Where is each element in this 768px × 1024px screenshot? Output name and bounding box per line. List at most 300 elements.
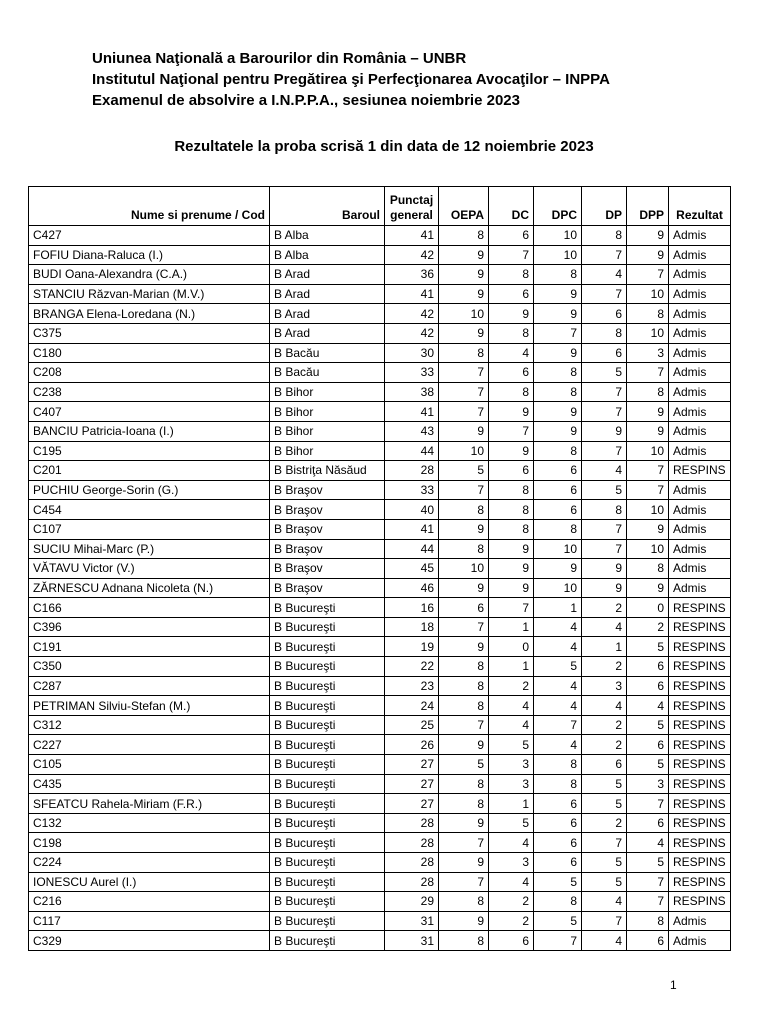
cell-name: C191 (29, 637, 270, 657)
cell-name: STANCIU Răzvan-Marian (M.V.) (29, 284, 270, 304)
cell-dpc: 4 (534, 696, 582, 716)
cell-dp: 7 (582, 284, 627, 304)
cell-result: Admis (669, 323, 731, 343)
cell-dpp: 8 (627, 304, 669, 324)
cell-bar: B Bucureşti (270, 931, 385, 951)
cell-score: 31 (385, 911, 439, 931)
cell-result: RESPINS (669, 813, 731, 833)
cell-dpc: 6 (534, 480, 582, 500)
cell-oepa: 8 (439, 892, 489, 912)
cell-dc: 4 (489, 696, 534, 716)
cell-bar: B Bucureşti (270, 715, 385, 735)
cell-bar: B Bucureşti (270, 833, 385, 853)
cell-dc: 8 (489, 323, 534, 343)
cell-name: C350 (29, 657, 270, 677)
cell-dpc: 10 (534, 245, 582, 265)
cell-score: 18 (385, 617, 439, 637)
cell-oepa: 8 (439, 676, 489, 696)
cell-oepa: 9 (439, 421, 489, 441)
cell-bar: B Bihor (270, 421, 385, 441)
cell-result: RESPINS (669, 774, 731, 794)
cell-oepa: 8 (439, 931, 489, 951)
cell-result: Admis (669, 578, 731, 598)
cell-score: 22 (385, 657, 439, 677)
cell-name: C107 (29, 519, 270, 539)
cell-bar: B Bucureşti (270, 637, 385, 657)
cell-oepa: 8 (439, 696, 489, 716)
cell-result: RESPINS (669, 794, 731, 814)
cell-dp: 7 (582, 833, 627, 853)
cell-dc: 8 (489, 500, 534, 520)
cell-result: Admis (669, 304, 731, 324)
cell-name: IONESCU Aurel (I.) (29, 872, 270, 892)
cell-dp: 9 (582, 578, 627, 598)
cell-name: C238 (29, 382, 270, 402)
cell-dpc: 9 (534, 304, 582, 324)
cell-dpp: 7 (627, 794, 669, 814)
table-row (29, 715, 731, 735)
cell-bar: B Arad (270, 265, 385, 285)
cell-dpp: 5 (627, 853, 669, 873)
cell-dc: 3 (489, 774, 534, 794)
cell-dp: 4 (582, 617, 627, 637)
cell-bar: B Bihor (270, 402, 385, 422)
cell-bar: B Arad (270, 284, 385, 304)
cell-dp: 9 (582, 421, 627, 441)
table-row (29, 892, 731, 912)
col-header-dc: DC (489, 187, 534, 226)
cell-dp: 8 (582, 323, 627, 343)
table-row (29, 519, 731, 539)
table-row (29, 637, 731, 657)
cell-oepa: 9 (439, 911, 489, 931)
cell-result: Admis (669, 245, 731, 265)
cell-score: 41 (385, 284, 439, 304)
cell-dpc: 7 (534, 323, 582, 343)
table-row (29, 284, 731, 304)
cell-dpc: 5 (534, 657, 582, 677)
cell-oepa: 10 (439, 559, 489, 579)
cell-dc: 6 (489, 931, 534, 951)
cell-name: PUCHIU George-Sorin (G.) (29, 480, 270, 500)
cell-oepa: 8 (439, 657, 489, 677)
cell-dpp: 7 (627, 363, 669, 383)
cell-result: Admis (669, 226, 731, 246)
table-row (29, 421, 731, 441)
table-row (29, 461, 731, 481)
cell-dp: 5 (582, 853, 627, 873)
cell-bar: B Bihor (270, 382, 385, 402)
cell-name: BANCIU Patricia-Ioana (I.) (29, 421, 270, 441)
cell-score: 27 (385, 794, 439, 814)
cell-score: 41 (385, 226, 439, 246)
cell-bar: B Bucureşti (270, 598, 385, 618)
table-row (29, 813, 731, 833)
cell-name: C312 (29, 715, 270, 735)
cell-result: Admis (669, 539, 731, 559)
cell-dpc: 9 (534, 284, 582, 304)
cell-result: Admis (669, 911, 731, 931)
cell-dc: 7 (489, 421, 534, 441)
cell-dpc: 8 (534, 774, 582, 794)
cell-dp: 6 (582, 343, 627, 363)
cell-name: C198 (29, 833, 270, 853)
cell-score: 28 (385, 813, 439, 833)
cell-result: RESPINS (669, 696, 731, 716)
cell-result: Admis (669, 284, 731, 304)
cell-result: Admis (669, 500, 731, 520)
cell-score: 44 (385, 441, 439, 461)
cell-dpp: 6 (627, 813, 669, 833)
cell-bar: B Bucureşti (270, 696, 385, 716)
cell-oepa: 9 (439, 245, 489, 265)
cell-dpp: 6 (627, 657, 669, 677)
cell-dpc: 5 (534, 872, 582, 892)
cell-result: Admis (669, 931, 731, 951)
cell-oepa: 7 (439, 715, 489, 735)
cell-name: C208 (29, 363, 270, 383)
cell-bar: B Bucureşti (270, 911, 385, 931)
cell-dc: 9 (489, 539, 534, 559)
cell-oepa: 7 (439, 833, 489, 853)
cell-score: 28 (385, 872, 439, 892)
cell-dc: 6 (489, 284, 534, 304)
cell-dp: 4 (582, 931, 627, 951)
cell-oepa: 9 (439, 637, 489, 657)
cell-dpc: 6 (534, 833, 582, 853)
cell-dc: 7 (489, 598, 534, 618)
table-row (29, 402, 731, 422)
cell-dpc: 9 (534, 343, 582, 363)
table-header-row (29, 187, 731, 226)
cell-result: Admis (669, 421, 731, 441)
table-row (29, 617, 731, 637)
cell-oepa: 6 (439, 598, 489, 618)
cell-bar: B Braşov (270, 559, 385, 579)
cell-dc: 6 (489, 226, 534, 246)
cell-oepa: 8 (439, 226, 489, 246)
col-header-oepa: OEPA (439, 187, 489, 226)
header-line-3: Examenul de absolvire a I.N.P.P.A., sesiunea noiembrie 2023 (92, 92, 520, 109)
cell-oepa: 8 (439, 794, 489, 814)
cell-dpc: 10 (534, 539, 582, 559)
cell-dpp: 7 (627, 480, 669, 500)
cell-score: 42 (385, 304, 439, 324)
cell-result: RESPINS (669, 853, 731, 873)
cell-bar: B Alba (270, 226, 385, 246)
cell-dpc: 6 (534, 853, 582, 873)
cell-dc: 3 (489, 755, 534, 775)
cell-dpp: 9 (627, 245, 669, 265)
cell-dpp: 5 (627, 637, 669, 657)
cell-dpc: 8 (534, 382, 582, 402)
cell-dp: 7 (582, 245, 627, 265)
cell-dpc: 7 (534, 715, 582, 735)
cell-dpc: 10 (534, 578, 582, 598)
cell-dpc: 5 (534, 911, 582, 931)
table-row (29, 755, 731, 775)
cell-dpp: 3 (627, 343, 669, 363)
cell-bar: B Bihor (270, 441, 385, 461)
cell-dp: 6 (582, 304, 627, 324)
cell-result: RESPINS (669, 715, 731, 735)
cell-score: 44 (385, 539, 439, 559)
cell-name: C435 (29, 774, 270, 794)
cell-name: C201 (29, 461, 270, 481)
table-row (29, 343, 731, 363)
header-line-2: Institutul Naţional pentru Pregătirea şi Perfecţionarea Avocaţilor – INPPA (92, 71, 610, 88)
cell-dc: 1 (489, 657, 534, 677)
cell-dpp: 7 (627, 892, 669, 912)
cell-dpc: 4 (534, 617, 582, 637)
cell-oepa: 10 (439, 304, 489, 324)
cell-oepa: 9 (439, 813, 489, 833)
cell-dc: 8 (489, 519, 534, 539)
cell-name: VĂTAVU Victor (V.) (29, 559, 270, 579)
cell-result: Admis (669, 382, 731, 402)
cell-dpc: 1 (534, 598, 582, 618)
cell-dpp: 8 (627, 382, 669, 402)
cell-dpp: 0 (627, 598, 669, 618)
cell-dp: 7 (582, 402, 627, 422)
cell-dc: 4 (489, 715, 534, 735)
cell-result: Admis (669, 343, 731, 363)
cell-name: BRANGA Elena-Loredana (N.) (29, 304, 270, 324)
cell-bar: B Bucureşti (270, 617, 385, 637)
cell-dpc: 8 (534, 265, 582, 285)
cell-dpc: 9 (534, 559, 582, 579)
cell-dpc: 6 (534, 813, 582, 833)
col-header-dp: DP (582, 187, 627, 226)
cell-bar: B Alba (270, 245, 385, 265)
cell-dpp: 7 (627, 872, 669, 892)
cell-dpp: 4 (627, 833, 669, 853)
col-header-dpc: DPC (534, 187, 582, 226)
cell-oepa: 9 (439, 265, 489, 285)
cell-dp: 4 (582, 892, 627, 912)
table-row (29, 872, 731, 892)
cell-dpc: 4 (534, 735, 582, 755)
cell-dp: 8 (582, 226, 627, 246)
cell-dp: 9 (582, 559, 627, 579)
cell-dc: 4 (489, 872, 534, 892)
cell-dp: 2 (582, 657, 627, 677)
cell-oepa: 7 (439, 402, 489, 422)
cell-score: 26 (385, 735, 439, 755)
cell-dp: 2 (582, 715, 627, 735)
table-row (29, 735, 731, 755)
cell-score: 42 (385, 323, 439, 343)
document-header (92, 48, 610, 111)
cell-bar: B Bucureşti (270, 794, 385, 814)
cell-score: 41 (385, 402, 439, 422)
cell-score: 42 (385, 245, 439, 265)
cell-dpc: 6 (534, 794, 582, 814)
cell-score: 33 (385, 363, 439, 383)
table-row (29, 539, 731, 559)
cell-result: RESPINS (669, 637, 731, 657)
cell-dpp: 10 (627, 323, 669, 343)
cell-bar: B Bucureşti (270, 853, 385, 873)
cell-dp: 7 (582, 382, 627, 402)
cell-dc: 3 (489, 853, 534, 873)
table-row (29, 480, 731, 500)
cell-score: 31 (385, 931, 439, 951)
cell-dpp: 7 (627, 265, 669, 285)
cell-oepa: 7 (439, 382, 489, 402)
cell-dp: 8 (582, 500, 627, 520)
cell-dpp: 10 (627, 539, 669, 559)
cell-dc: 4 (489, 833, 534, 853)
cell-dpc: 7 (534, 931, 582, 951)
cell-result: RESPINS (669, 617, 731, 637)
table-row (29, 696, 731, 716)
cell-dc: 9 (489, 578, 534, 598)
cell-dp: 7 (582, 539, 627, 559)
cell-dc: 2 (489, 911, 534, 931)
cell-oepa: 10 (439, 441, 489, 461)
cell-dpc: 9 (534, 402, 582, 422)
cell-result: RESPINS (669, 461, 731, 481)
cell-dpp: 9 (627, 402, 669, 422)
cell-bar: B Braşov (270, 539, 385, 559)
cell-name: C224 (29, 853, 270, 873)
cell-score: 30 (385, 343, 439, 363)
results-title: Rezultatele la proba scrisă 1 din data de 12 noiembrie 2023 (174, 138, 594, 155)
cell-name: C117 (29, 911, 270, 931)
cell-score: 43 (385, 421, 439, 441)
cell-name: C427 (29, 226, 270, 246)
table-row (29, 931, 731, 951)
cell-oepa: 8 (439, 500, 489, 520)
cell-result: Admis (669, 363, 731, 383)
cell-score: 23 (385, 676, 439, 696)
cell-dc: 5 (489, 813, 534, 833)
cell-score: 38 (385, 382, 439, 402)
cell-name: C166 (29, 598, 270, 618)
cell-name: C329 (29, 931, 270, 951)
cell-oepa: 5 (439, 461, 489, 481)
cell-result: RESPINS (669, 872, 731, 892)
col-header-bar: Baroul (270, 187, 385, 226)
cell-dpc: 8 (534, 363, 582, 383)
cell-name: PETRIMAN Silviu-Stefan (M.) (29, 696, 270, 716)
cell-bar: B Bucureşti (270, 892, 385, 912)
table-row (29, 794, 731, 814)
cell-dp: 7 (582, 911, 627, 931)
cell-oepa: 9 (439, 519, 489, 539)
cell-bar: B Bucureşti (270, 872, 385, 892)
cell-dpp: 10 (627, 284, 669, 304)
cell-dc: 8 (489, 265, 534, 285)
header-line-1: Uniunea Naţională a Barourilor din România – UNBR (92, 50, 467, 67)
cell-oepa: 7 (439, 363, 489, 383)
cell-name: C454 (29, 500, 270, 520)
cell-dpp: 9 (627, 578, 669, 598)
cell-result: RESPINS (669, 735, 731, 755)
cell-dpc: 8 (534, 892, 582, 912)
cell-name: C407 (29, 402, 270, 422)
cell-bar: B Bucureşti (270, 657, 385, 677)
cell-dc: 1 (489, 617, 534, 637)
cell-dc: 9 (489, 402, 534, 422)
cell-bar: B Braşov (270, 578, 385, 598)
cell-bar: B Arad (270, 323, 385, 343)
table-row (29, 323, 731, 343)
cell-dp: 2 (582, 813, 627, 833)
cell-oepa: 5 (439, 755, 489, 775)
cell-dpp: 6 (627, 735, 669, 755)
cell-oepa: 9 (439, 323, 489, 343)
cell-oepa: 7 (439, 480, 489, 500)
cell-bar: B Bucureşti (270, 755, 385, 775)
cell-name: C180 (29, 343, 270, 363)
results-table (28, 186, 731, 951)
cell-dp: 7 (582, 519, 627, 539)
cell-dp: 4 (582, 461, 627, 481)
cell-name: C227 (29, 735, 270, 755)
cell-score: 28 (385, 853, 439, 873)
cell-score: 27 (385, 774, 439, 794)
cell-result: RESPINS (669, 833, 731, 853)
cell-dpp: 8 (627, 911, 669, 931)
cell-dp: 5 (582, 872, 627, 892)
cell-score: 24 (385, 696, 439, 716)
table-row (29, 833, 731, 853)
cell-dpp: 7 (627, 461, 669, 481)
table-row (29, 304, 731, 324)
table-row (29, 441, 731, 461)
cell-bar: B Braşov (270, 519, 385, 539)
cell-score: 25 (385, 715, 439, 735)
cell-bar: B Bistriţa Năsăud (270, 461, 385, 481)
cell-dc: 7 (489, 245, 534, 265)
cell-bar: B Bucureşti (270, 676, 385, 696)
cell-dc: 6 (489, 363, 534, 383)
cell-dc: 9 (489, 304, 534, 324)
cell-dp: 5 (582, 774, 627, 794)
cell-dpc: 8 (534, 519, 582, 539)
cell-dpp: 6 (627, 676, 669, 696)
cell-dpp: 4 (627, 696, 669, 716)
cell-name: C105 (29, 755, 270, 775)
cell-dpp: 9 (627, 519, 669, 539)
cell-result: Admis (669, 265, 731, 285)
cell-bar: B Bacău (270, 363, 385, 383)
cell-name: C287 (29, 676, 270, 696)
cell-oepa: 9 (439, 284, 489, 304)
cell-score: 19 (385, 637, 439, 657)
cell-dc: 4 (489, 343, 534, 363)
cell-score: 41 (385, 519, 439, 539)
cell-dc: 8 (489, 480, 534, 500)
cell-result: Admis (669, 441, 731, 461)
table-row (29, 226, 731, 246)
cell-dpc: 4 (534, 637, 582, 657)
cell-dp: 5 (582, 363, 627, 383)
cell-dpc: 6 (534, 500, 582, 520)
table-row (29, 911, 731, 931)
cell-dc: 5 (489, 735, 534, 755)
cell-dp: 2 (582, 735, 627, 755)
cell-oepa: 7 (439, 617, 489, 637)
cell-bar: B Arad (270, 304, 385, 324)
cell-score: 28 (385, 461, 439, 481)
results-body (29, 226, 731, 951)
cell-oepa: 7 (439, 872, 489, 892)
cell-bar: B Bacău (270, 343, 385, 363)
cell-score: 40 (385, 500, 439, 520)
